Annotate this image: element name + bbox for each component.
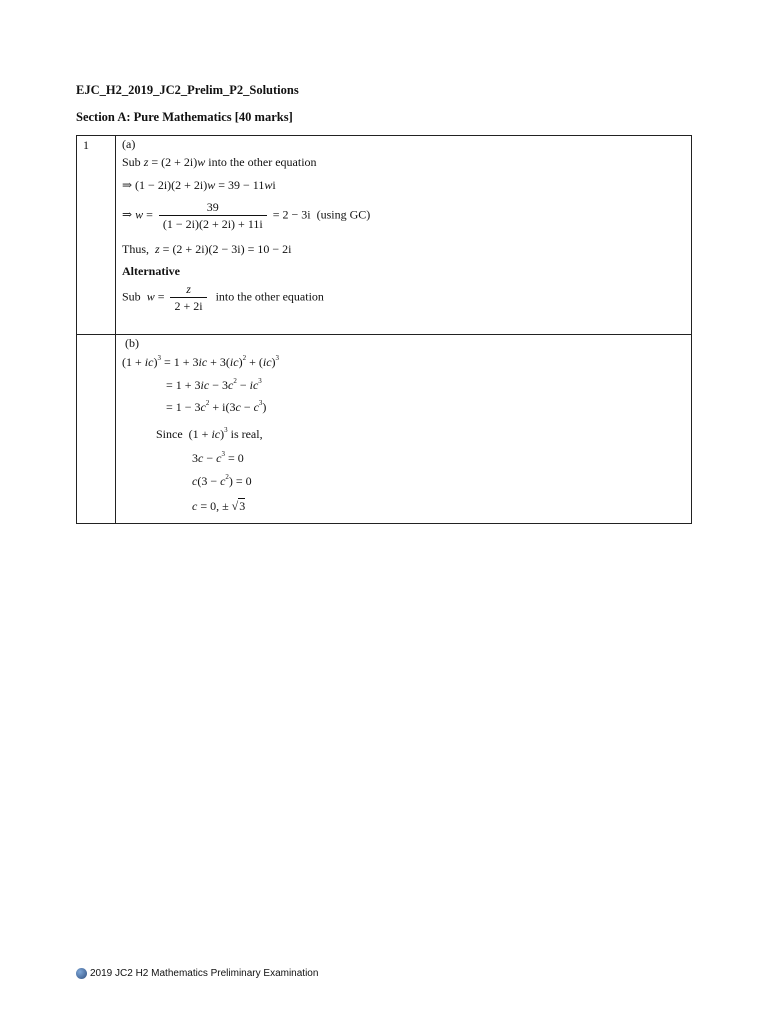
working-line: Thus, z = (2 + 2i)(2 − 3i) = 10 − 2i [122, 242, 292, 256]
globe-icon [76, 968, 87, 979]
working-line: Sub z = (2 + 2i)w into the other equation [122, 155, 317, 169]
part-label-b: (b) [125, 336, 139, 350]
fraction: $\frac{39}{(1 - 2i)(2 + 2i) + 11i}$ [159, 200, 267, 231]
working-line: = $1 - 3c^2 + i(3c - c^3)$ [166, 399, 267, 414]
working-line: (1 + ic)$^3$ = 1 + 3ic + 3(ic)$^2$ + (ic)$^3$ [122, 354, 280, 369]
working-line: Since (1 + ic)$^3$ is real, [156, 426, 263, 441]
solution-cell-a [116, 136, 692, 335]
working-line: c = 0, ± √3 [192, 499, 246, 513]
question-number: 1 [77, 136, 116, 335]
working-line: Sub w = $\frac{z}{2 + 2i}$ into the other equation [122, 282, 324, 313]
working-line: ⇒ w = $\frac{39}{(1 - 2i)(2 + 2i) + 11i}$ = 2 − 3i (using GC) [122, 200, 371, 231]
working-line: = $1 + 3ic - 3c^2 - ic^3$ [166, 377, 262, 392]
fraction: $\frac{z}{2 + 2i}$ [170, 282, 206, 313]
alternative-heading: Alternative [122, 264, 180, 278]
table-row [77, 136, 692, 335]
section-title: Section A: Pure Mathematics [40 marks] [76, 110, 293, 124]
solution-cell-b [116, 335, 692, 524]
document-title: EJC_H2_2019_JC2_Prelim_P2_Solutions [76, 83, 299, 97]
footer-text: 2019 JC2 H2 Mathematics Preliminary Examination [90, 968, 319, 979]
working-line: $c(3 - c^2) = 0$ [192, 473, 252, 488]
solutions-table [76, 135, 692, 524]
working-line: $3c - c^3 = 0$ [192, 450, 244, 465]
table-row [77, 335, 692, 524]
part-label-a: (a) [122, 137, 136, 151]
page-footer [76, 968, 318, 979]
working-line: ⇒ (1 − 2i)(2 + 2i)w = 39 − 11wi [122, 178, 276, 192]
